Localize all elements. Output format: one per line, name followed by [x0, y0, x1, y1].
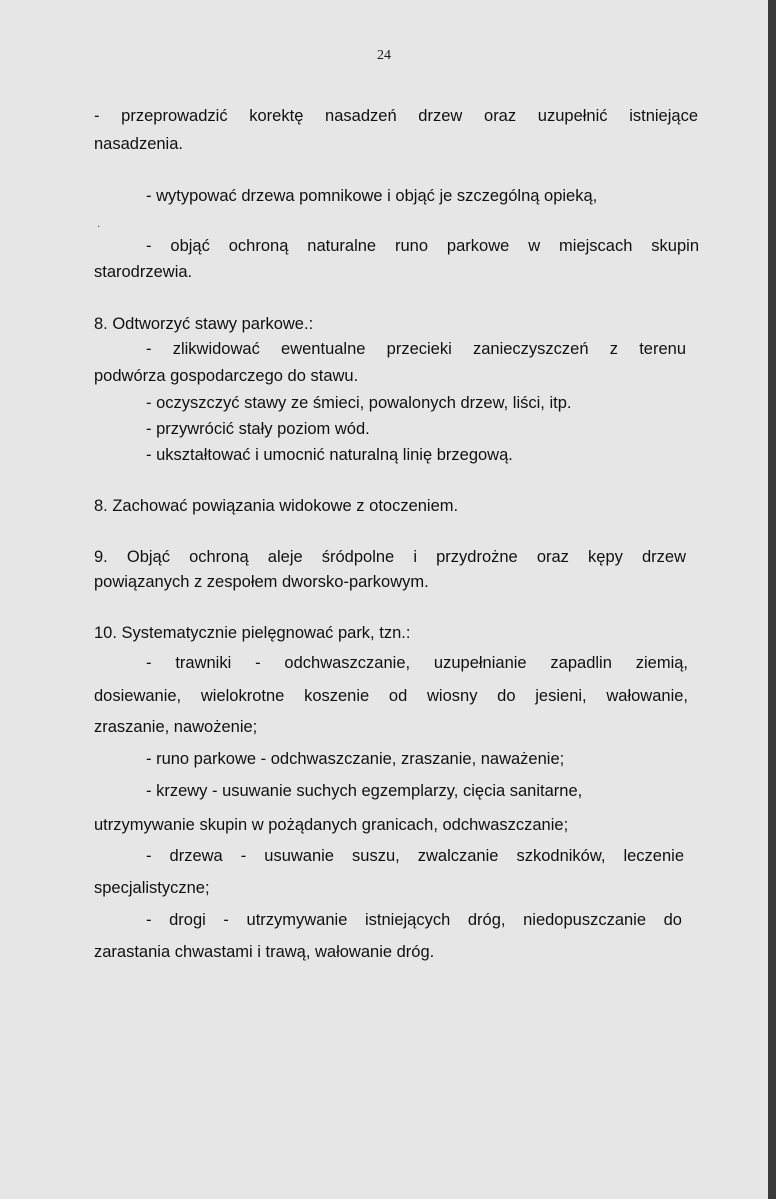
page-number: 24 — [377, 48, 391, 63]
text-line: zraszanie, nawożenie; — [94, 718, 258, 736]
text-line: utrzymywanie skupin w pożądanych granicach, odchwaszczanie; — [94, 816, 569, 834]
text-line: - zlikwidować ewentualne przecieki zanieczyszczeń z terenu — [146, 340, 686, 358]
stray-mark: . — [97, 216, 101, 230]
text-line: specjalistyczne; — [94, 879, 210, 897]
text-line: nasadzenia. — [94, 135, 183, 153]
text-line: dosiewanie, wielokrotne koszenie od wiosny do jesieni, wałowanie, — [94, 687, 688, 705]
text-line: - objąć ochroną naturalne runo parkowe w miejscach skupin — [146, 237, 699, 255]
text-line: - przeprowadzić korektę nasadzeń drzew oraz uzupełnić istniejące — [94, 107, 698, 125]
text-line: - ukształtować i umocnić naturalną linię brzegową. — [146, 446, 513, 464]
text-line: powiązanych z zespołem dworsko-parkowym. — [94, 573, 429, 591]
text-line: - oczyszczyć stawy ze śmieci, powalonych drzew, liści, itp. — [146, 394, 572, 412]
text-line: starodrzewia. — [94, 263, 193, 281]
text-line: - drzewa - usuwanie suszu, zwalczanie szkodników, leczenie — [146, 847, 684, 865]
text-line: 10. Systematycznie pielęgnować park, tzn.: — [94, 624, 411, 642]
text-line: - przywrócić stały poziom wód. — [146, 420, 370, 438]
text-line: zarastania chwastami i trawą, wałowanie dróg. — [94, 943, 435, 961]
text-line: podwórza gospodarczego do stawu. — [94, 367, 359, 385]
text-line: - wytypować drzewa pomnikowe i objąć je szczególną opieką, — [146, 187, 598, 205]
text-line: 8. Odtworzyć stawy parkowe.: — [94, 315, 314, 333]
text-line: 9. Objąć ochroną aleje śródpolne i przydrożne oraz kępy drzew — [94, 548, 686, 566]
text-line: - trawniki - odchwaszczanie, uzupełnianie zapadlin ziemią, — [146, 654, 688, 672]
text-line: - runo parkowe - odchwaszczanie, zraszanie, naważenie; — [146, 750, 565, 768]
text-line: - drogi - utrzymywanie istniejących dróg, niedopuszczanie do — [146, 911, 682, 929]
scan-edge — [768, 0, 776, 1199]
text-line: - krzewy - usuwanie suchych egzemplarzy, cięcia sanitarne, — [146, 782, 583, 800]
text-line: 8. Zachować powiązania widokowe z otoczeniem. — [94, 497, 459, 515]
